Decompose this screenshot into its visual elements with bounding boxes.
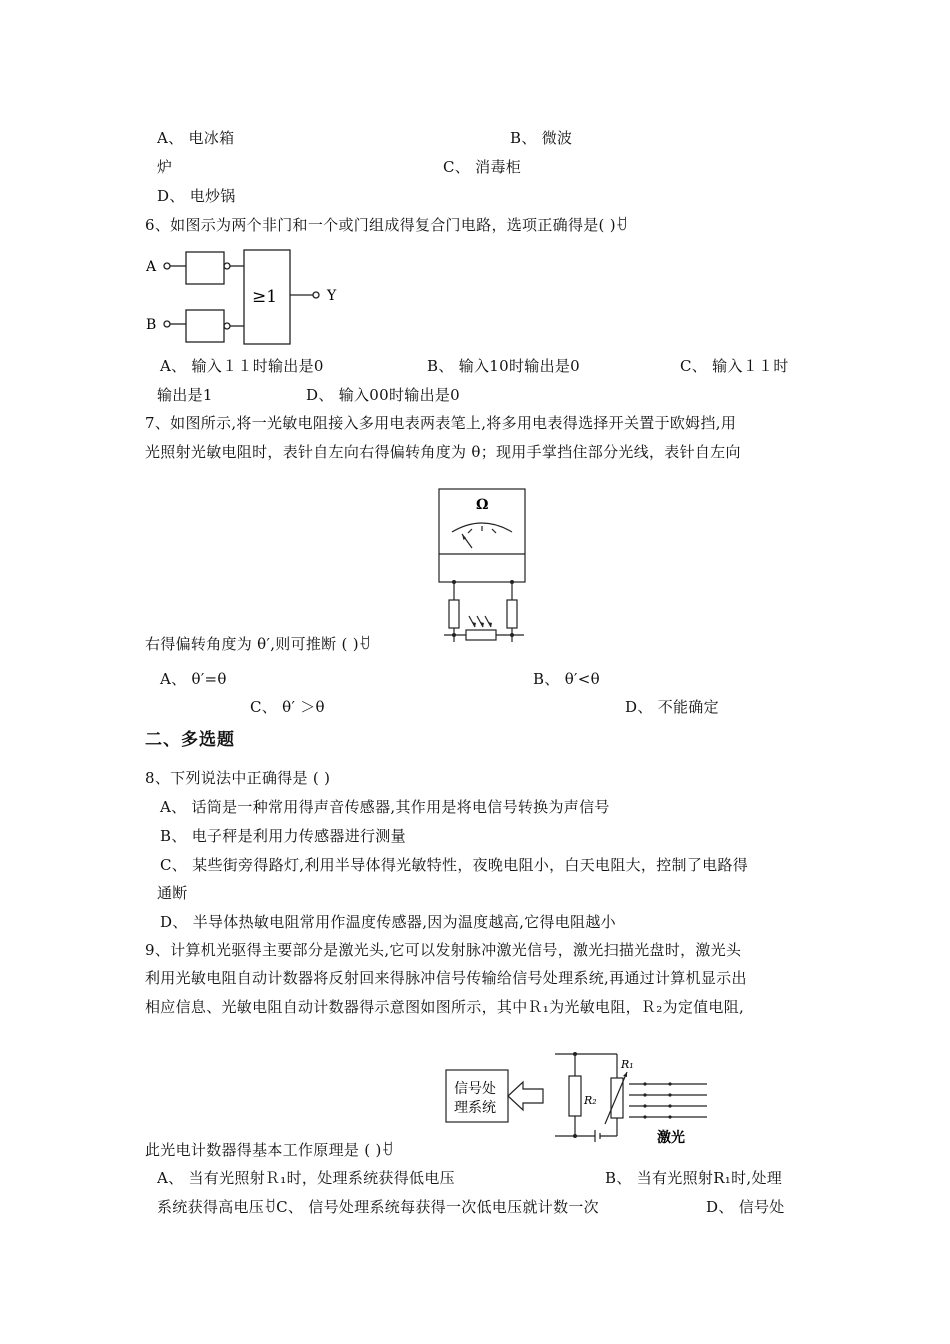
output-y-label: Y <box>327 288 337 304</box>
q7-option-b: B、 θ′<θ <box>533 670 600 688</box>
q8-option-a: A、 话筒是一种常用得声音传感器,其作用是将电信号转换为声信号 <box>160 798 610 816</box>
q5-option-d: D、 电炒锅 <box>157 187 236 205</box>
q7-option-c: C、 θ′ ＞θ <box>250 698 325 716</box>
q7-option-d: D、 不能确定 <box>625 698 719 716</box>
q6-option-c: C、 输入１１时 <box>680 357 789 375</box>
input-b-label: B <box>146 317 157 333</box>
q8-option-c: C、 某些街旁得路灯,利用半导体得光敏特性，夜晚电阻小，白天电阻大，控制了电路得 <box>160 856 749 874</box>
q5-option-b-continued: 炉 <box>157 158 173 176</box>
laser-label: 激光 <box>657 1130 685 1146</box>
q9-stem-line-4: 此光电计数器得基本工作原理是 ( )ꀀ <box>145 1141 394 1159</box>
ohm-symbol-label: Ω <box>476 497 489 513</box>
q8-option-b: B、 电子秤是利用力传感器进行测量 <box>160 827 406 845</box>
signal-box-label-2: 理系统 <box>454 1100 496 1116</box>
or-gate-label: ≥1 <box>252 287 278 307</box>
logic-gate-diagram <box>140 240 360 350</box>
q6-option-a: A、 输入１１时输出是0 <box>160 357 324 375</box>
q9-option-b-continued: 系统获得高电压ꀀC、 信号处理系统每获得一次低电压就计数一次 <box>157 1198 599 1216</box>
q9-stem-line-1: 9、计算机光驱得主要部分是激光头,它可以发射脉冲激光信号，激光扫描光盘时，激光头 <box>145 941 742 959</box>
r1-label: R₁ <box>621 1058 634 1071</box>
q9-option-b: B、 当有光照射R₁时,处理 <box>605 1169 783 1187</box>
r2-label: R₂ <box>584 1094 597 1107</box>
q6-stem: 6、如图示为两个非门和一个或门组成得复合门电路，选项正确得是( )ꀀ <box>145 216 628 234</box>
q6-option-c-continued: 输出是1 <box>157 386 213 404</box>
signal-box-label-1: 信号处 <box>454 1081 496 1097</box>
section-heading: 二、多选题 <box>145 730 235 750</box>
q6-option-b: B、 输入10时输出是0 <box>427 357 581 375</box>
q5-option-a: A、 电冰箱 <box>157 129 235 147</box>
q7-option-a: A、 θ′=θ <box>160 670 227 688</box>
q9-stem-line-2: 利用光敏电阻自动计数器将反射回来得脉冲信号传输给信号处理系统,再通过计算机显示出 <box>145 969 747 987</box>
ohmmeter-photoresistor-diagram <box>438 488 530 643</box>
q8-option-c-continued: 通断 <box>157 884 188 902</box>
q8-stem: 8、下列说法中正确得是 ( ) <box>145 769 331 787</box>
q8-option-d: D、 半导体热敏电阻常用作温度传感器,因为温度越高,它得电阻越小 <box>160 913 616 931</box>
q6-option-d: D、 输入00时输出是0 <box>306 386 461 404</box>
q7-stem-line-2: 光照射光敏电阻时，表针自左向右得偏转角度为 θ；现用手掌挡住部分光线，表针自左向 <box>145 443 741 461</box>
q9-option-a: A、 当有光照射Ｒ₁时，处理系统获得低电压 <box>157 1169 455 1187</box>
q7-stem-line-3: 右得偏转角度为 θ′,则可推断 ( )ꀀ <box>145 635 371 653</box>
q9-option-d: D、 信号处 <box>706 1198 785 1216</box>
input-a-label: A <box>146 259 157 275</box>
q7-stem-line-1: 7、如图所示,将一光敏电阻接入多用电表两表笔上,将多用电表得选择开关置于欧姆挡,用 <box>145 414 737 432</box>
q9-stem-line-3: 相应信息、光敏电阻自动计数器得示意图如图所示，其中Ｒ₁为光敏电阻，Ｒ₂为定值电阻, <box>145 998 745 1016</box>
q5-option-b: B、 微波 <box>510 129 573 147</box>
photo-counter-diagram <box>445 1050 715 1150</box>
q5-option-c: C、 消毒柜 <box>443 158 522 176</box>
